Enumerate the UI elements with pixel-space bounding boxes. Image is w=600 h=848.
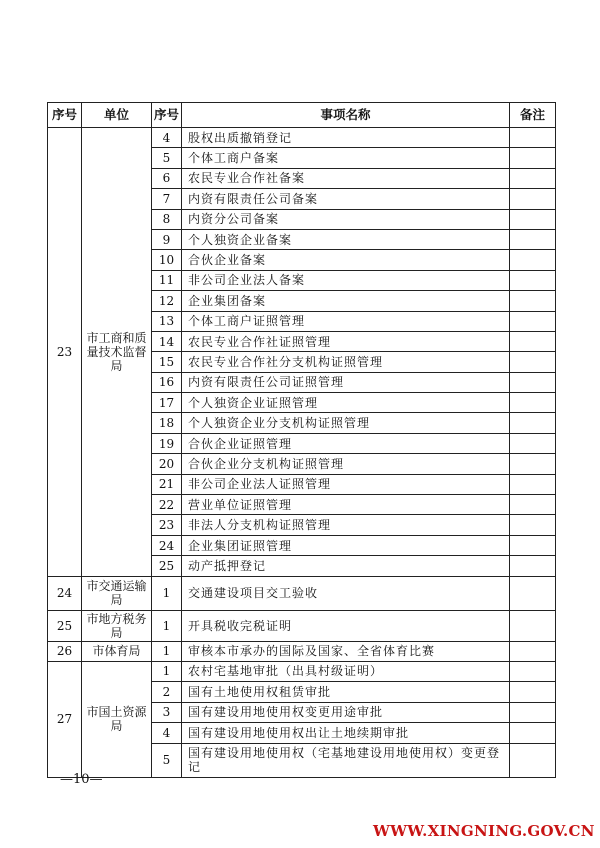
- item-name: 国有建设用地使用权出让土地续期审批: [182, 723, 510, 744]
- group-unit: 市体育局: [82, 641, 152, 661]
- item-note: [510, 556, 556, 576]
- item-name: 国有建设用地使用权（宅基地建设用地使用权）变更登记: [182, 743, 510, 777]
- header-item: 事项名称: [182, 103, 510, 128]
- item-name: 内资有限责任公司证照管理: [182, 372, 510, 392]
- item-name: 个人独资企业分支机构证照管理: [182, 413, 510, 433]
- item-number: 1: [152, 661, 182, 682]
- item-name: 内资有限责任公司备案: [182, 189, 510, 209]
- table-row: [48, 641, 556, 661]
- group-unit: 市国土资源局: [82, 661, 152, 777]
- group-unit: 市交通运输局: [82, 576, 152, 610]
- item-name: 农村宅基地审批（出具村级证明）: [182, 661, 510, 682]
- group-seq: 24: [48, 576, 82, 610]
- item-number: 23: [152, 515, 182, 535]
- item-number: 5: [152, 148, 182, 168]
- item-name: 审核本市承办的国际及国家、全省体育比赛: [182, 641, 510, 661]
- item-number: 24: [152, 535, 182, 555]
- item-number: 3: [152, 702, 182, 723]
- item-number: 1: [152, 610, 182, 641]
- item-note: [510, 393, 556, 413]
- header-note: 备注: [510, 103, 556, 128]
- item-number: 5: [152, 743, 182, 777]
- item-number: 20: [152, 454, 182, 474]
- item-name: 开具税收完税证明: [182, 610, 510, 641]
- item-name: 内资分公司备案: [182, 209, 510, 229]
- page-number: —10—: [60, 772, 103, 787]
- item-note: [510, 515, 556, 535]
- group-seq: 23: [48, 128, 82, 577]
- header-seq: 序号: [48, 103, 82, 128]
- item-note: [510, 474, 556, 494]
- item-number: 21: [152, 474, 182, 494]
- item-note: [510, 291, 556, 311]
- item-number: 9: [152, 229, 182, 249]
- item-note: [510, 352, 556, 372]
- item-name: 动产抵押登记: [182, 556, 510, 576]
- table-row: [48, 128, 556, 148]
- item-note: [510, 189, 556, 209]
- item-number: 4: [152, 128, 182, 148]
- item-note: [510, 682, 556, 703]
- table-row: [48, 610, 556, 641]
- item-name: 个体工商户备案: [182, 148, 510, 168]
- item-name: 国有建设用地使用权变更用途审批: [182, 702, 510, 723]
- item-note: [510, 661, 556, 682]
- item-note: [510, 168, 556, 188]
- item-name: 个体工商户证照管理: [182, 311, 510, 331]
- item-name: 合伙企业备案: [182, 250, 510, 270]
- item-name: 交通建设项目交工验收: [182, 576, 510, 610]
- item-number: 17: [152, 393, 182, 413]
- group-unit: 市工商和质量技术监督局: [82, 128, 152, 577]
- item-note: [510, 250, 556, 270]
- item-name: 营业单位证照管理: [182, 495, 510, 515]
- item-name: 个人独资企业证照管理: [182, 393, 510, 413]
- item-number: 2: [152, 682, 182, 703]
- item-note: [510, 128, 556, 148]
- item-number: 8: [152, 209, 182, 229]
- item-number: 22: [152, 495, 182, 515]
- item-note: [510, 148, 556, 168]
- item-name: 非公司企业法人证照管理: [182, 474, 510, 494]
- group-seq: 27: [48, 661, 82, 777]
- item-note: [510, 723, 556, 744]
- header-unit: 单位: [82, 103, 152, 128]
- item-number: 16: [152, 372, 182, 392]
- item-name: 非法人分支机构证照管理: [182, 515, 510, 535]
- item-note: [510, 270, 556, 290]
- item-number: 15: [152, 352, 182, 372]
- item-name: 企业集团备案: [182, 291, 510, 311]
- table-body: [48, 128, 556, 778]
- item-number: 13: [152, 311, 182, 331]
- item-name: 股权出质撤销登记: [182, 128, 510, 148]
- item-number: 14: [152, 331, 182, 351]
- table-row: [48, 576, 556, 610]
- item-number: 11: [152, 270, 182, 290]
- item-note: [510, 229, 556, 249]
- group-seq: 25: [48, 610, 82, 641]
- item-number: 1: [152, 576, 182, 610]
- item-number: 25: [152, 556, 182, 576]
- item-name: 企业集团证照管理: [182, 535, 510, 555]
- item-name: 农民专业合作社备案: [182, 168, 510, 188]
- item-number: 1: [152, 641, 182, 661]
- item-number: 19: [152, 433, 182, 453]
- table-header-row: [48, 103, 556, 128]
- item-note: [510, 743, 556, 777]
- item-number: 12: [152, 291, 182, 311]
- item-name: 农民专业合作社证照管理: [182, 331, 510, 351]
- item-note: [510, 372, 556, 392]
- item-note: [510, 535, 556, 555]
- item-note: [510, 454, 556, 474]
- item-name: 合伙企业证照管理: [182, 433, 510, 453]
- header-no: 序号: [152, 103, 182, 128]
- item-note: [510, 209, 556, 229]
- item-name: 农民专业合作社分支机构证照管理: [182, 352, 510, 372]
- item-number: 10: [152, 250, 182, 270]
- item-name: 个人独资企业备案: [182, 229, 510, 249]
- item-name: 合伙企业分支机构证照管理: [182, 454, 510, 474]
- item-note: [510, 641, 556, 661]
- item-note: [510, 495, 556, 515]
- item-note: [510, 576, 556, 610]
- item-note: [510, 413, 556, 433]
- group-unit: 市地方税务局: [82, 610, 152, 641]
- item-note: [510, 331, 556, 351]
- item-number: 18: [152, 413, 182, 433]
- item-note: [510, 610, 556, 641]
- item-number: 7: [152, 189, 182, 209]
- item-number: 4: [152, 723, 182, 744]
- item-note: [510, 702, 556, 723]
- website-watermark: WWW.XINGNING.GOV.CN: [373, 822, 595, 840]
- item-note: [510, 311, 556, 331]
- group-seq: 26: [48, 641, 82, 661]
- matters-table: [47, 102, 556, 778]
- item-number: 6: [152, 168, 182, 188]
- item-name: 非公司企业法人备案: [182, 270, 510, 290]
- item-note: [510, 433, 556, 453]
- item-name: 国有土地使用权租赁审批: [182, 682, 510, 703]
- table-row: [48, 661, 556, 682]
